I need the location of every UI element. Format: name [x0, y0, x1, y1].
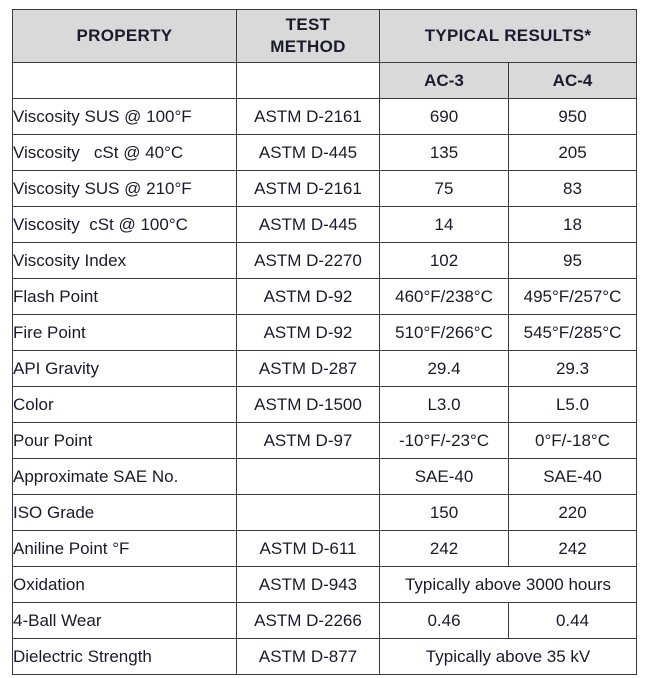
- property-cell: Viscosity SUS @ 100°F: [13, 99, 237, 135]
- table-row: [13, 315, 637, 351]
- ac3-header: AC-3: [380, 63, 509, 99]
- table-row: [13, 279, 637, 315]
- table-row: [13, 639, 637, 675]
- properties-table: [12, 9, 637, 675]
- table-row: [13, 171, 637, 207]
- ac3-result-cell: 242: [380, 531, 509, 567]
- ac4-result-cell: 220: [509, 495, 637, 531]
- ac3-result-cell: 14: [380, 207, 509, 243]
- table-row: [13, 567, 637, 603]
- table-row: [13, 459, 637, 495]
- typical-result-merged-cell: Typically above 35 kV: [380, 639, 637, 675]
- property-cell: ISO Grade: [13, 495, 237, 531]
- subheader-row: [13, 63, 637, 99]
- ac3-result-cell: L3.0: [380, 387, 509, 423]
- ac4-result-cell: 495°F/257°C: [509, 279, 637, 315]
- ac4-result-cell: 18: [509, 207, 637, 243]
- table-row: [13, 387, 637, 423]
- property-cell: Approximate SAE No.: [13, 459, 237, 495]
- header-row: [13, 10, 637, 63]
- ac4-result-cell: 0°F/-18°C: [509, 423, 637, 459]
- subheader-empty-property: [13, 63, 237, 99]
- table-row: [13, 243, 637, 279]
- typical-result-merged-cell: Typically above 3000 hours: [380, 567, 637, 603]
- ac4-result-cell: 950: [509, 99, 637, 135]
- ac4-result-cell: 0.44: [509, 603, 637, 639]
- test-method-cell: ASTM D-2270: [237, 243, 380, 279]
- table-row: [13, 135, 637, 171]
- ac3-result-cell: SAE-40: [380, 459, 509, 495]
- test-method-cell: [237, 459, 380, 495]
- test-method-cell: ASTM D-97: [237, 423, 380, 459]
- test-method-cell: ASTM D-943: [237, 567, 380, 603]
- ac4-header: AC-4: [509, 63, 637, 99]
- test-method-cell: ASTM D-445: [237, 207, 380, 243]
- typical-results-header: TYPICAL RESULTS*: [380, 10, 637, 63]
- test-method-cell: ASTM D-2161: [237, 171, 380, 207]
- ac3-result-cell: 0.46: [380, 603, 509, 639]
- test-method-cell: ASTM D-287: [237, 351, 380, 387]
- table-row: [13, 423, 637, 459]
- test-method-cell: ASTM D-2161: [237, 99, 380, 135]
- ac4-result-cell: L5.0: [509, 387, 637, 423]
- ac4-result-cell: 83: [509, 171, 637, 207]
- ac3-result-cell: 510°F/266°C: [380, 315, 509, 351]
- test-method-cell: ASTM D-445: [237, 135, 380, 171]
- table-row: [13, 531, 637, 567]
- property-cell: Aniline Point °F: [13, 531, 237, 567]
- ac3-result-cell: 75: [380, 171, 509, 207]
- ac4-result-cell: 95: [509, 243, 637, 279]
- property-cell: Viscosity Index: [13, 243, 237, 279]
- table-body: [13, 99, 637, 675]
- table-row: [13, 207, 637, 243]
- ac3-result-cell: 460°F/238°C: [380, 279, 509, 315]
- test-method-cell: ASTM D-92: [237, 279, 380, 315]
- property-cell: Dielectric Strength: [13, 639, 237, 675]
- table-row: [13, 495, 637, 531]
- ac4-result-cell: 545°F/285°C: [509, 315, 637, 351]
- ac4-result-cell: 205: [509, 135, 637, 171]
- property-header: PROPERTY: [13, 10, 237, 63]
- ac4-result-cell: SAE-40: [509, 459, 637, 495]
- property-cell: Viscosity cSt @ 40°C: [13, 135, 237, 171]
- ac4-result-cell: 242: [509, 531, 637, 567]
- table-header: [13, 10, 637, 99]
- ac3-result-cell: 29.4: [380, 351, 509, 387]
- property-cell: Pour Point: [13, 423, 237, 459]
- test-method-cell: ASTM D-2266: [237, 603, 380, 639]
- ac4-result-cell: 29.3: [509, 351, 637, 387]
- property-cell: 4-Ball Wear: [13, 603, 237, 639]
- ac3-result-cell: 150: [380, 495, 509, 531]
- test-method-header: [237, 10, 380, 63]
- property-cell: Color: [13, 387, 237, 423]
- test-method-header-line1: TEST: [285, 15, 331, 34]
- ac3-result-cell: 690: [380, 99, 509, 135]
- test-method-header-line2: METHOD: [270, 37, 346, 56]
- ac3-result-cell: 135: [380, 135, 509, 171]
- test-method-cell: ASTM D-611: [237, 531, 380, 567]
- ac3-result-cell: -10°F/-23°C: [380, 423, 509, 459]
- property-cell: Viscosity SUS @ 210°F: [13, 171, 237, 207]
- test-method-cell: ASTM D-92: [237, 315, 380, 351]
- property-cell: Viscosity cSt @ 100°C: [13, 207, 237, 243]
- ac3-result-cell: 102: [380, 243, 509, 279]
- property-cell: Flash Point: [13, 279, 237, 315]
- subheader-empty-method: [237, 63, 380, 99]
- test-method-cell: ASTM D-1500: [237, 387, 380, 423]
- table-row: [13, 99, 637, 135]
- table-row: [13, 603, 637, 639]
- table-row: [13, 351, 637, 387]
- property-cell: Oxidation: [13, 567, 237, 603]
- property-cell: Fire Point: [13, 315, 237, 351]
- property-cell: API Gravity: [13, 351, 237, 387]
- test-method-cell: [237, 495, 380, 531]
- test-method-cell: ASTM D-877: [237, 639, 380, 675]
